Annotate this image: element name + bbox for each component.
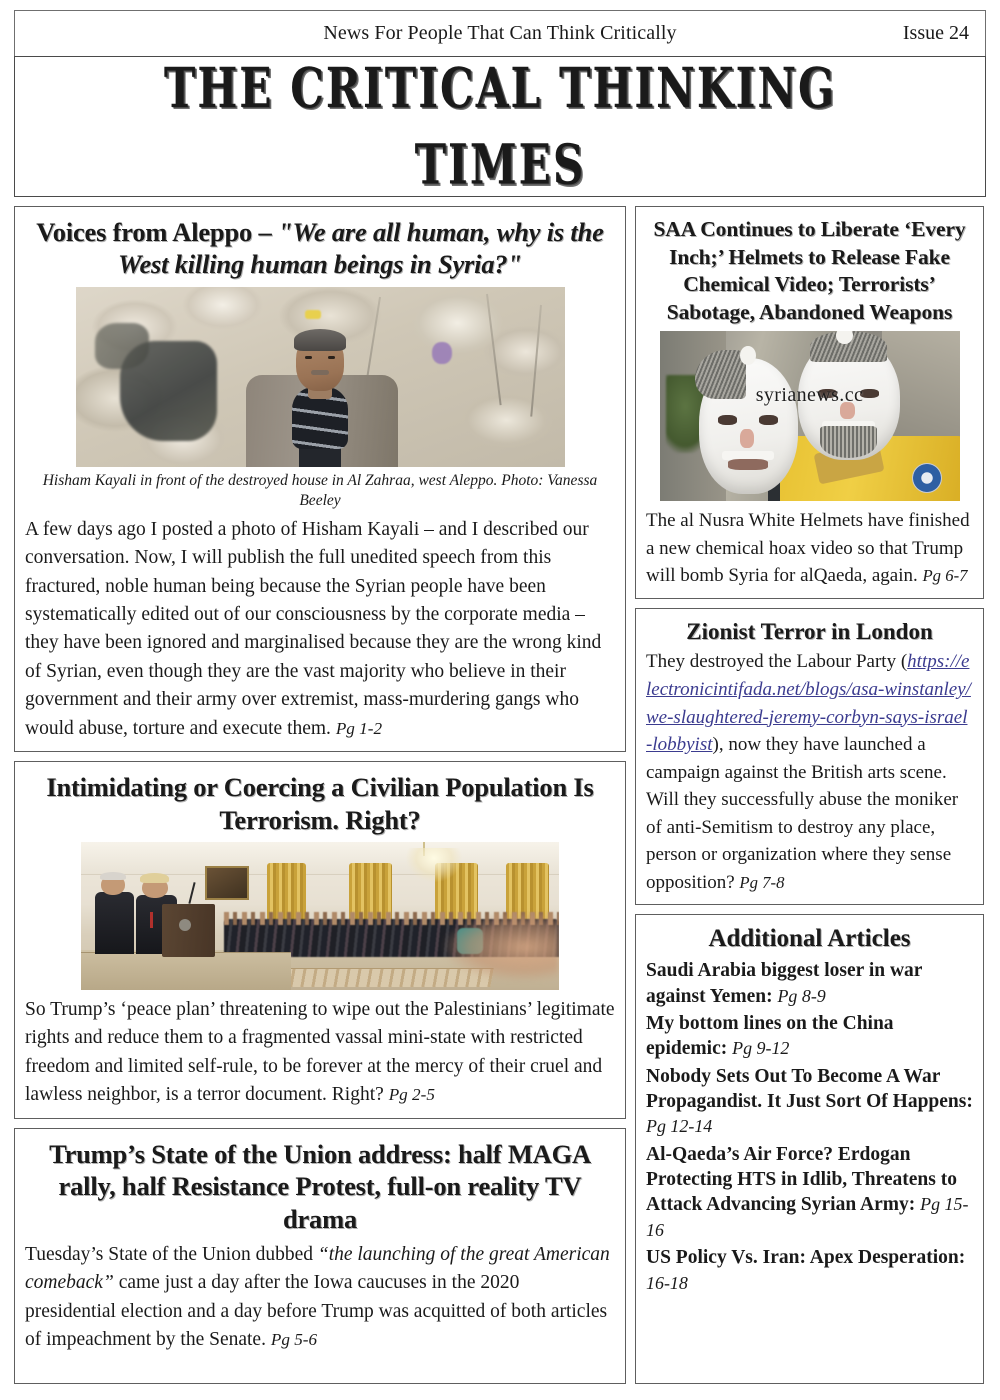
additional-article-item[interactable] <box>646 1142 973 1243</box>
rubble-dark-debris-secondary <box>95 323 149 370</box>
mask-left-eye-right <box>759 415 778 425</box>
additional-article-pages: Pg 8-9 <box>777 985 826 1006</box>
additional-article-pages: Pg 15-16 <box>646 1194 969 1240</box>
section-additional-articles <box>635 914 984 1384</box>
article-zionist-terror-london[interactable] <box>635 608 984 906</box>
white-helmets-badge-icon <box>912 463 942 493</box>
mask-left-hair <box>695 350 746 399</box>
mask-left-eye-left <box>718 415 737 425</box>
tagline: News For People That Can Think Critically <box>323 22 677 44</box>
body-quote: “the launching of the great American comeback” <box>25 1243 610 1294</box>
man-eye-left <box>305 356 312 359</box>
mask-left-topknot <box>740 346 756 365</box>
body-text: A few days ago I posted a photo of Hisham Kayali – and I described our conversation. Now, I will publish the full unedited speech from this fractured, noble human being because the Syrian people have been systematically edited out of our consciousness by the corporate media – they have been ignored and marginalised because they are the wrong kind of Syrian, even though they are the vast majority who believe in their government and their army over extremist, mass-murdering gangs who would abuse, torture and execute them. <box>25 518 602 739</box>
caption-hisham-kayali: Hisham Kayali in front of the destroyed house in Al Zahraa, west Aleppo. Photo: Vanessa Beeley <box>42 471 598 510</box>
mask-left-nose <box>740 429 754 448</box>
body-text-part1: They destroyed the Labour Party ( <box>646 651 908 673</box>
foreground-hands-blur <box>444 913 559 981</box>
figure-speaker-tie <box>150 912 153 928</box>
body-zionist-terror-london <box>646 648 973 896</box>
podium-seal-icon <box>179 919 191 931</box>
body-text: The al Nusra White Helmets have finished a new chemical hoax video so that Trump will bomb Syria for alQaeda, again. <box>646 510 970 587</box>
headline-state-of-the-union: Trump’s State of the Union address: half MAGA rally, half Resistance Protest, full-on reality TV drama <box>49 1138 591 1234</box>
headline-intimidating-coercing: Intimidating or Coercing a Civilian Population Is Terrorism. Right? <box>46 772 594 835</box>
external-link-electronicintifada[interactable]: https://electronicintifada.net/blogs/asa-winstanley/we-slaughtered-jeremy-corbyn-says-israel-lobbyist <box>646 651 971 756</box>
figure-standing-left <box>95 892 133 954</box>
issue-number: Issue 24 <box>902 22 969 44</box>
chandelier-icon <box>406 848 462 882</box>
headline-plain-part: Voices from Aleppo – <box>36 217 278 247</box>
mask-right-beard <box>820 426 877 458</box>
right-column <box>635 206 984 1384</box>
additional-articles-title: Additional Articles <box>708 925 911 953</box>
article-intimidating-coercing[interactable] <box>14 761 626 1119</box>
additional-article-title: Nobody Sets Out To Become A War Propagandist. It Just Sort Of Happens: <box>646 1065 973 1113</box>
man-moustache <box>311 370 329 375</box>
body-text-part2: came just a day after the Iowa caucuses in the 2020 presidential election and a day before Trump was acquitted of both articles of impeachment by the Senate. <box>25 1272 608 1351</box>
page-ref: Pg 7-8 <box>739 872 785 892</box>
headline-zionist-terror-london: Zionist Terror in London <box>686 618 933 644</box>
room-ceiling <box>81 842 559 875</box>
body-saa-liberate <box>646 507 973 590</box>
wall-portrait <box>205 866 249 900</box>
body-text-part2: ), now they have launched a campaign against the British arts scene. Will they successfully abuse the moniker of anti-Semitism to destroy any place, person or organization where they sense opposition? <box>646 734 959 893</box>
page-ref: Pg 1-2 <box>335 718 383 738</box>
photo-hisham-kayali-rubble <box>76 287 565 467</box>
article-voices-from-aleppo[interactable] <box>14 206 626 752</box>
photo-white-house-address <box>81 842 559 990</box>
page-ref: Pg 5-6 <box>270 1330 318 1350</box>
man-eye-right <box>328 356 335 359</box>
mask-left-mouth <box>728 459 768 470</box>
newspaper-title <box>164 51 836 204</box>
additional-article-item[interactable] <box>646 1064 973 1140</box>
body-text-part1: Tuesday’s State of the Union dubbed <box>25 1243 318 1265</box>
additional-article-title: US Policy Vs. Iran: Apex Desperation: <box>646 1247 966 1269</box>
additional-article-title: Saudi Arabia biggest loser in war against Yemen: <box>646 960 923 1007</box>
headline-quote-part: "We are all human, why is the West killing human beings in Syria?" <box>118 217 604 280</box>
article-state-of-the-union[interactable] <box>14 1128 626 1384</box>
photo-white-helmets <box>660 331 960 501</box>
content-area <box>14 206 986 1384</box>
masked-figure-left <box>699 358 798 494</box>
additional-article-item[interactable] <box>646 1011 973 1062</box>
left-column <box>14 206 626 1384</box>
podium <box>162 904 215 957</box>
figure-speaker-hair <box>140 873 169 883</box>
additional-article-pages: Pg 12-14 <box>646 1116 713 1137</box>
rubble-yellow-fragment <box>305 310 321 319</box>
additional-article-pages: Pg 9-12 <box>732 1038 790 1059</box>
additional-article-item[interactable] <box>646 1245 973 1296</box>
masthead-title-box <box>14 56 986 197</box>
additional-article-title: My bottom lines on the China epidemic: <box>646 1013 894 1060</box>
additional-article-pages: 16-18 <box>646 1272 688 1293</box>
additional-article-title: Al-Qaeda’s Air Force? Erdogan Protecting HTS in Idlib, Threatens to Attack Advancing Syrian Army: <box>646 1143 957 1216</box>
figure-left-hair <box>100 872 126 881</box>
body-state-of-the-union <box>25 1241 615 1355</box>
man-hair <box>294 329 346 351</box>
body-text: So Trump’s ‘peace plan’ threatening to wipe out the Palestinians’ legitimate rights and reduce them to a fragmented vassal mini-state with restricted freedom and limited self-rule, to be forever at the mercy of their cruel and lawless neighbor, is a terror document. Right? <box>25 998 615 1106</box>
body-intimidating-coercing <box>25 996 615 1110</box>
headline-voices-from-aleppo <box>25 216 615 281</box>
page-ref: Pg 6-7 <box>922 566 968 586</box>
article-saa-liberate[interactable] <box>635 206 984 599</box>
page-ref: Pg 2-5 <box>388 1085 435 1105</box>
speaker-stage <box>81 952 291 990</box>
additional-article-item[interactable] <box>646 958 973 1009</box>
headline-saa-liberate: SAA Continues to Liberate ‘Every Inch;’ Helmets to Release Fake Chemical Video; Terrorists’ Sabotage, Abandoned Weapons <box>653 217 966 324</box>
title-line-2: TIMES <box>414 132 586 198</box>
masthead-strip <box>14 10 986 56</box>
body-voices-from-aleppo <box>25 516 615 744</box>
title-line-1: THE CRITICAL THINKING <box>163 55 837 121</box>
watermark-syrianews: syrianews.cc <box>755 383 864 406</box>
